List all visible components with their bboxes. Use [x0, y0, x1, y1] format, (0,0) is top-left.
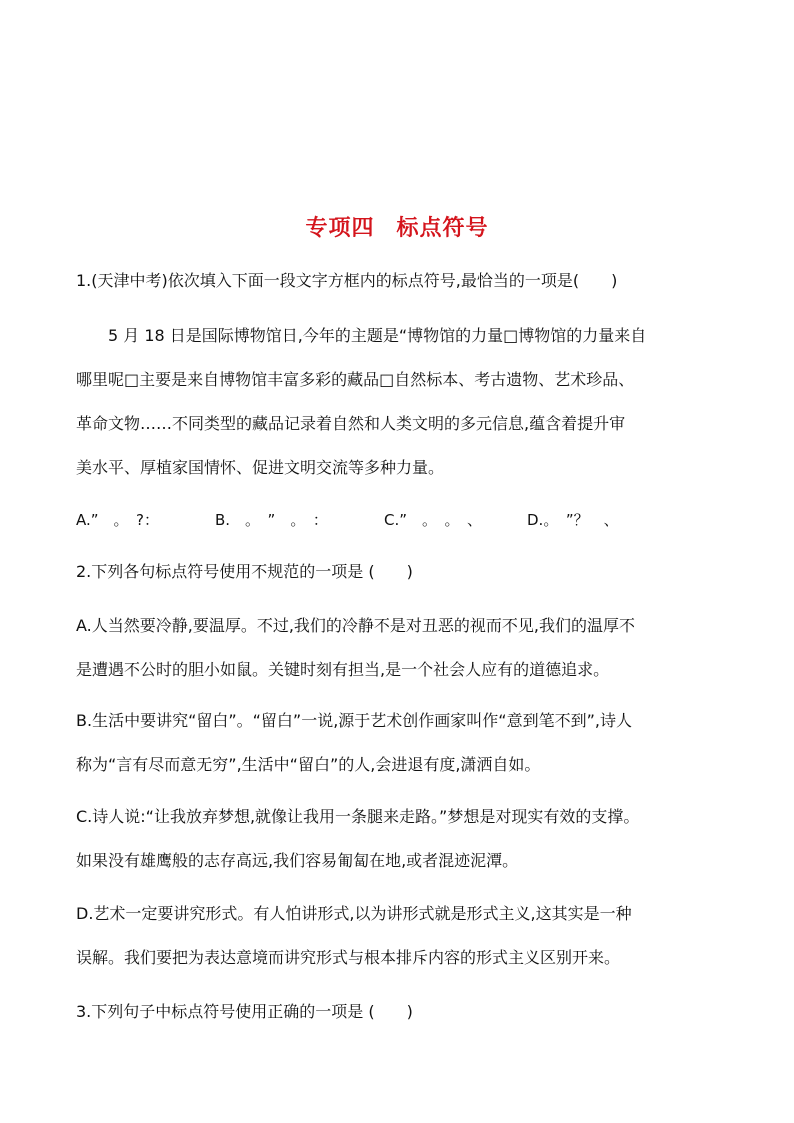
q2-option-a-line: A.人当然要冷静,要温厚。不过,我们的冷静不是对丑恶的视而不见,我们的温厚不	[76, 616, 636, 635]
q2-option-c-line: 如果没有雄鹰般的志存高远,我们容易匍匐在地,或者混迹泥潭。	[76, 851, 519, 870]
q2-option-d[interactable]	[76, 903, 726, 969]
q2-option-a[interactable]	[76, 615, 726, 681]
q2-option-c-line: C.诗人说:“让我放弃梦想,就像让我用一条腿来走路。”梦想是对现实有效的支撑。	[76, 807, 640, 826]
q2-option-a-line: 是遭遇不公时的胆小如鼠。关键时刻有担当,是一个社会人应有的道德追求。	[76, 660, 610, 679]
q2-option-b-line: 称为“言有尽而意无穷”,生活中“留白”的人,会进退有度,潇洒自如。	[76, 755, 541, 774]
title-part2: 标点符号	[396, 216, 489, 241]
q1-passage-line: 哪里呢□主要是来自博物馆丰富多彩的藏品□自然标本、考古遗物、艺术珍品、	[76, 370, 635, 389]
title-part1: 专项四	[305, 216, 375, 241]
q1-stem-text: 1.(天津中考)依次填入下面一段文字方框内的标点符号,最恰当的一项是( )	[76, 271, 618, 290]
q1-passage-line: 革命文物……不同类型的藏品记录着自然和人类文明的多元信息,蕴含着提升审	[76, 414, 626, 433]
page-title	[0, 213, 794, 245]
q2-stem-text: 2.下列各句标点符号使用不规范的一项是 ( )	[76, 562, 413, 581]
q3-stem	[76, 1001, 726, 1023]
q1-stem	[76, 270, 726, 292]
q1-option-d[interactable]: D.。 ”？ 、	[527, 511, 619, 529]
q2-option-b[interactable]	[76, 710, 726, 776]
q1-option-b[interactable]: B. 。 ” 。 ：	[215, 511, 328, 529]
q2-option-b-line: B.生活中要讲究“留白”。“留白”一说,源于艺术创作画家叫作“意到笔不到”,诗人	[76, 711, 632, 730]
q1-option-c[interactable]: C.” 。 。 、	[384, 511, 483, 529]
q2-option-d-line: 误解。我们要把为表达意境而讲究形式与根本排斥内容的形式主义区别开来。	[76, 948, 621, 967]
q2-option-c[interactable]	[76, 806, 726, 872]
q2-option-d-line: D.艺术一定要讲究形式。有人怕讲形式,以为讲形式就是形式主义,这其实是一种	[76, 904, 632, 923]
q1-options	[76, 509, 726, 531]
q3-stem-text: 3.下列句子中标点符号使用正确的一项是 ( )	[76, 1002, 413, 1021]
q1-passage	[76, 325, 726, 501]
q1-passage-line: 美水平、厚植家国情怀、促进文明交流等多种力量。	[76, 458, 445, 477]
q1-passage-line: 5 月 18 日是国际博物馆日,今年的主题是“博物馆的力量□博物馆的力量来自	[76, 326, 647, 345]
q2-stem	[76, 561, 726, 583]
q1-option-a[interactable]: A.” 。 ?：	[76, 511, 159, 529]
